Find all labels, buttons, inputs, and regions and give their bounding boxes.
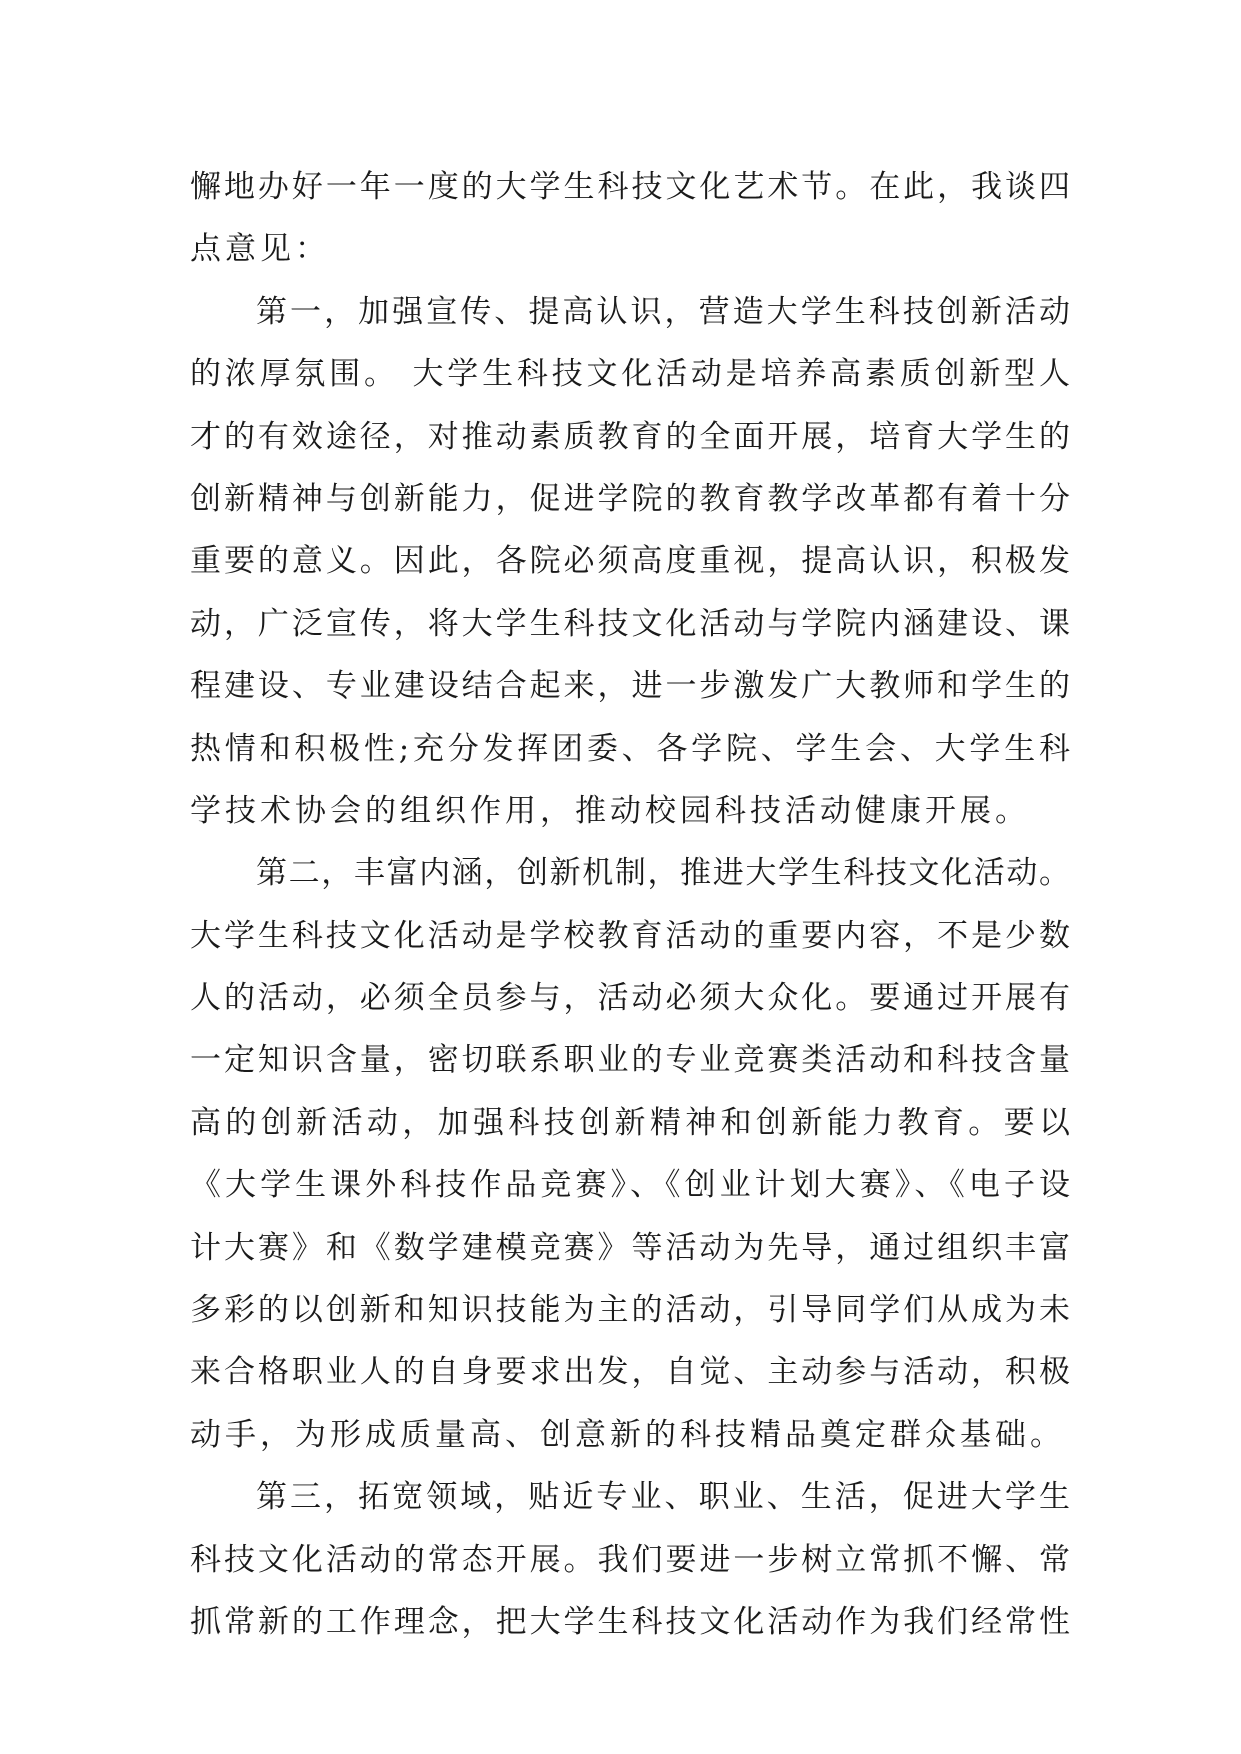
text-line: 第一，加强宣传、提高认识，营造大学生科技创新活动: [256, 293, 1070, 330]
text-line: 大学生科技文化活动是学校教育活动的重要内容，不是少数: [190, 917, 1070, 954]
text-line: 懈地办好一年一度的大学生科技文化艺术节。在此，我谈四: [190, 169, 1070, 205]
text-line: 学技术协会的组织作用，推动校园科技活动健康开展。: [190, 792, 1030, 829]
text-line: 创新精神与创新能力，促进学院的教育教学改革都有着十分: [190, 480, 1070, 517]
text-line: 人的活动，必须全员参与，活动必须大众化。要通过开展有: [190, 980, 1070, 1017]
text-line: 动，广泛宣传，将大学生科技文化活动与学院内涵建设、课: [190, 605, 1070, 642]
text-line: 第三，拓宽领域，贴近专业、职业、生活，促进大学生: [256, 1479, 1070, 1516]
text-line: 动手，为形成质量高、创意新的科技精品奠定群众基础。: [190, 1416, 1065, 1453]
text-line: 一定知识含量，密切联系职业的专业竞赛类活动和科技含量: [190, 1042, 1070, 1079]
text-line: 计大赛》和《数学建模竞赛》等活动为先导，通过组织丰富: [190, 1229, 1070, 1266]
document-body: [190, 156, 1070, 1653]
text-line: 才的有效途径，对推动素质教育的全面开展，培育大学生的: [190, 418, 1070, 455]
text-line: 来合格职业人的自身要求出发，自觉、主动参与活动，积极: [190, 1354, 1070, 1391]
text-line: 重要的意义。因此，各院必须高度重视，提高认识，积极发: [190, 543, 1070, 580]
text-line: 抓常新的工作理念，把大学生科技文化活动作为我们经常性: [190, 1603, 1070, 1640]
text-line: 点意见：: [190, 231, 330, 268]
text-line: 多彩的以创新和知识技能为主的活动，引导同学们从成为未: [190, 1292, 1070, 1329]
text-line: 程建设、专业建设结合起来，进一步激发广大教师和学生的: [190, 668, 1070, 705]
text-line: 高的创新活动，加强科技创新精神和创新能力教育。要以: [190, 1104, 1070, 1141]
text-line: 《大学生课外科技作品竞赛》、《创业计划大赛》、《电子设: [190, 1167, 1070, 1204]
text-line: 科技文化活动的常态开展。我们要进一步树立常抓不懈、常: [190, 1541, 1070, 1578]
text-line: 热情和积极性;充分发挥团委、各学院、学生会、大学生科: [190, 730, 1070, 767]
text-line: 第二，丰富内涵，创新机制，推进大学生科技文化活动。: [256, 855, 1070, 892]
text-line: 的浓厚氛围。 大学生科技文化活动是培养高素质创新型人: [190, 356, 1070, 393]
